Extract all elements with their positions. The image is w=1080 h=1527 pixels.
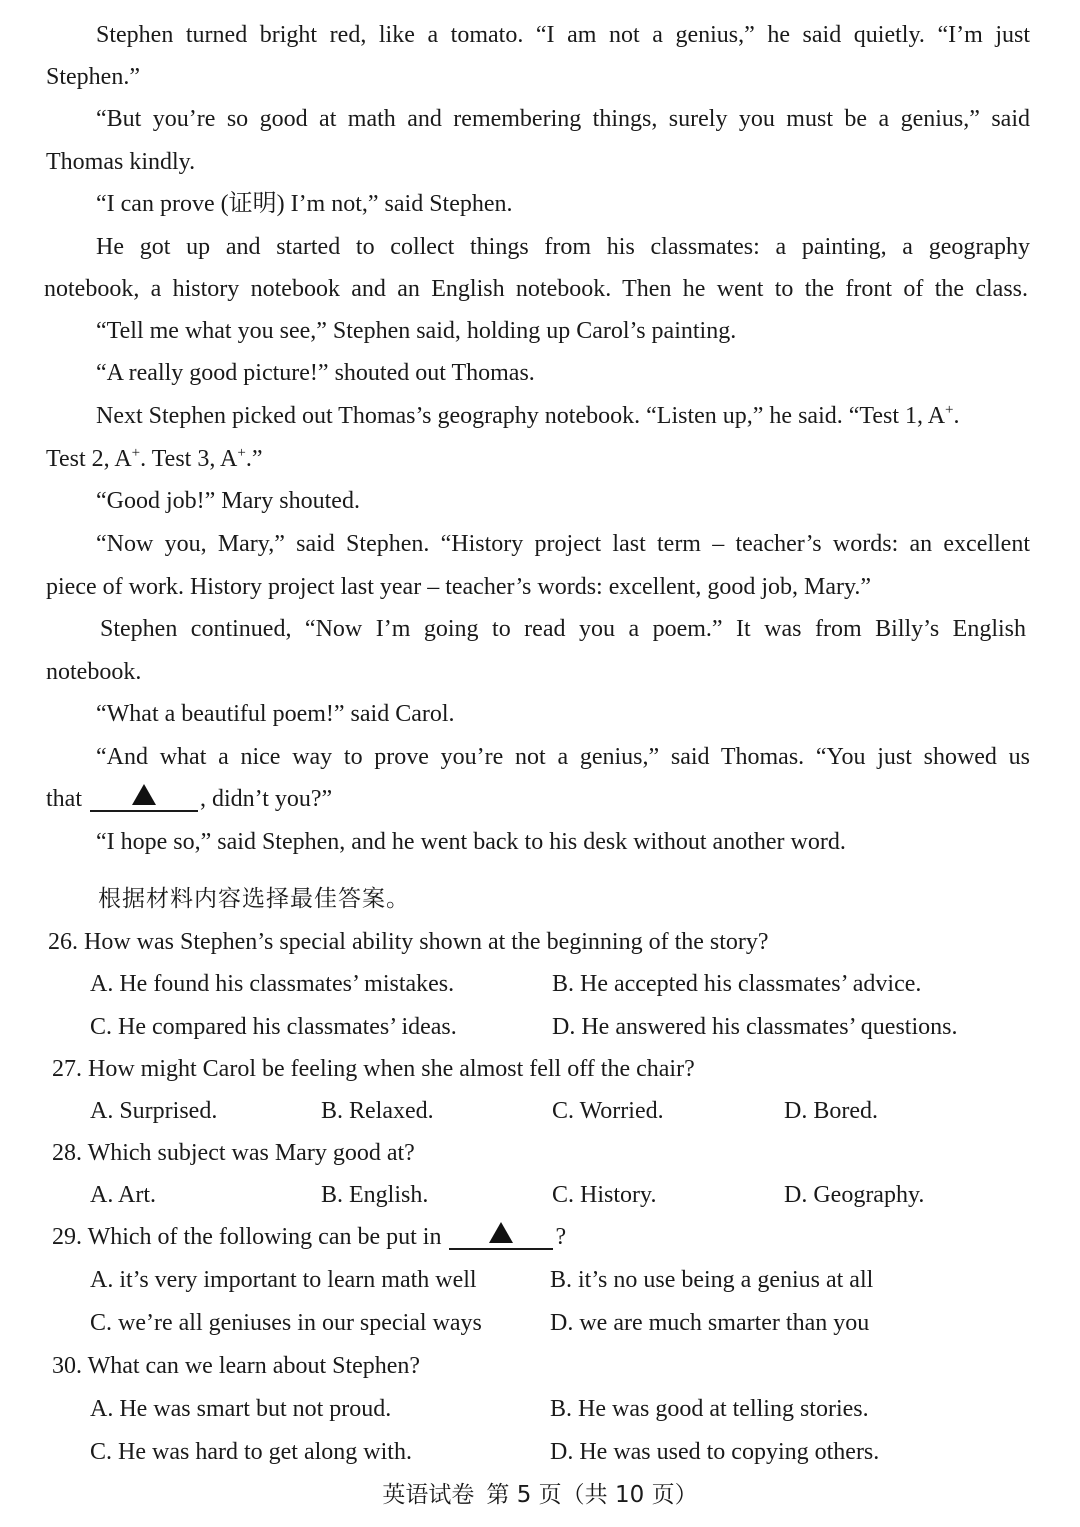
black-triangle-icon [132,784,156,805]
passage-line [46,784,1030,814]
passage-line: Stephen turned bright red, like a tomato. “I am not a genius,” he said quietly. “I’m just [96,22,1030,48]
passage-line: “Now you, Mary,” said Stephen. “History project last term – teacher’s words: an excellent [96,531,1030,557]
option-b: B. He accepted his classmates’ advice. [552,971,922,997]
option-c: C. History. [552,1182,657,1208]
passage-line: “What a beautiful poem!” said Carol. [96,701,455,727]
passage-text: , didn’t you?” [200,786,333,812]
grade-plus: + [131,445,141,461]
passage-text: Test 2, A [46,446,132,472]
grade-plus: + [945,402,954,418]
passage-line: Stephen.” [46,64,140,90]
passage-line: “And what a nice way to prove you’re not a genius,” said Thomas. “You just showed us [96,744,1030,770]
question-stem: 27. How might Carol be feeling when she almost fell off the chair? [52,1056,695,1082]
passage-line: Thomas kindly. [46,149,196,175]
option-c: C. we’re all geniuses in our special ways [90,1310,482,1336]
option-d: D. Geography. [784,1182,925,1208]
passage-line: He got up and started to collect things from his classmates: a painting, a geography [96,234,1030,260]
option-d: D. He was used to copying others. [550,1439,880,1465]
passage-text: . [953,403,960,429]
question-text: 29. Which of the following can be put in [52,1224,442,1250]
answer-blank [90,784,198,812]
passage-line: notebook. [46,659,142,685]
passage-line: “Tell me what you see,” Stephen said, holding up Carol’s painting. [96,318,737,344]
question-stem: 26. How was Stephen’s special ability shown at the beginning of the story? [48,929,769,955]
option-c: C. Worried. [552,1098,664,1124]
option-d: D. He answered his classmates’ questions. [552,1014,958,1040]
passage-line [96,401,1030,431]
grade-plus: + [237,445,246,461]
question-stem [52,1222,566,1252]
option-a: A. it’s very important to learn math well [90,1267,477,1293]
passage-line: “Good job!” Mary shouted. [96,488,360,514]
option-b: B. He was good at telling stories. [550,1396,869,1422]
passage-text: that [46,786,82,812]
passage-line: piece of work. History project last year – teacher’s words: excellent, good job, Mary.” [46,574,872,600]
page-footer [0,1480,1080,1510]
option-a: A. He was smart but not proud. [90,1396,392,1422]
footer-page-number: 第 5 页（共 10 页） [486,1482,698,1508]
passage-line: “I can prove (证明) I’m not,” said Stephen. [96,191,513,217]
question-text: ? [555,1224,567,1250]
option-a: A. Surprised. [90,1098,218,1124]
option-d: D. we are much smarter than you [550,1310,870,1336]
option-c: C. He compared his classmates’ ideas. [90,1014,457,1040]
passage-line: Stephen continued, “Now I’m going to read you a poem.” It was from Billy’s English [100,616,1026,642]
section-instruction: 根据材料内容选择最佳答案。 [98,886,410,912]
passage-line: “I hope so,” said Stephen, and he went back to his desk without another word. [96,829,846,855]
passage-text: .” [245,446,263,472]
option-b: B. it’s no use being a genius at all [550,1267,874,1293]
passage-line: “A really good picture!” shouted out Thomas. [96,360,535,386]
option-c: C. He was hard to get along with. [90,1439,412,1465]
passage-line: notebook, a history notebook and an English notebook. Then he went to the front of the class. [44,276,1028,302]
option-a: A. He found his classmates’ mistakes. [90,971,455,997]
passage-text: Next Stephen picked out Thomas’s geography notebook. “Listen up,” he said. “Test 1, A [96,403,946,429]
question-stem: 30. What can we learn about Stephen? [52,1353,421,1379]
passage-line: “But you’re so good at math and remembering things, surely you must be a genius,” said [96,106,1030,132]
passage-line [46,444,1030,474]
option-b: B. English. [321,1182,429,1208]
option-a: A. Art. [90,1182,156,1208]
black-triangle-icon [489,1222,513,1243]
question-stem: 28. Which subject was Mary good at? [52,1140,415,1166]
option-d: D. Bored. [784,1098,878,1124]
option-b: B. Relaxed. [321,1098,434,1124]
answer-blank [449,1222,553,1250]
passage-text: . Test 3, A [140,446,238,472]
footer-subject: 英语试卷 [382,1482,475,1508]
